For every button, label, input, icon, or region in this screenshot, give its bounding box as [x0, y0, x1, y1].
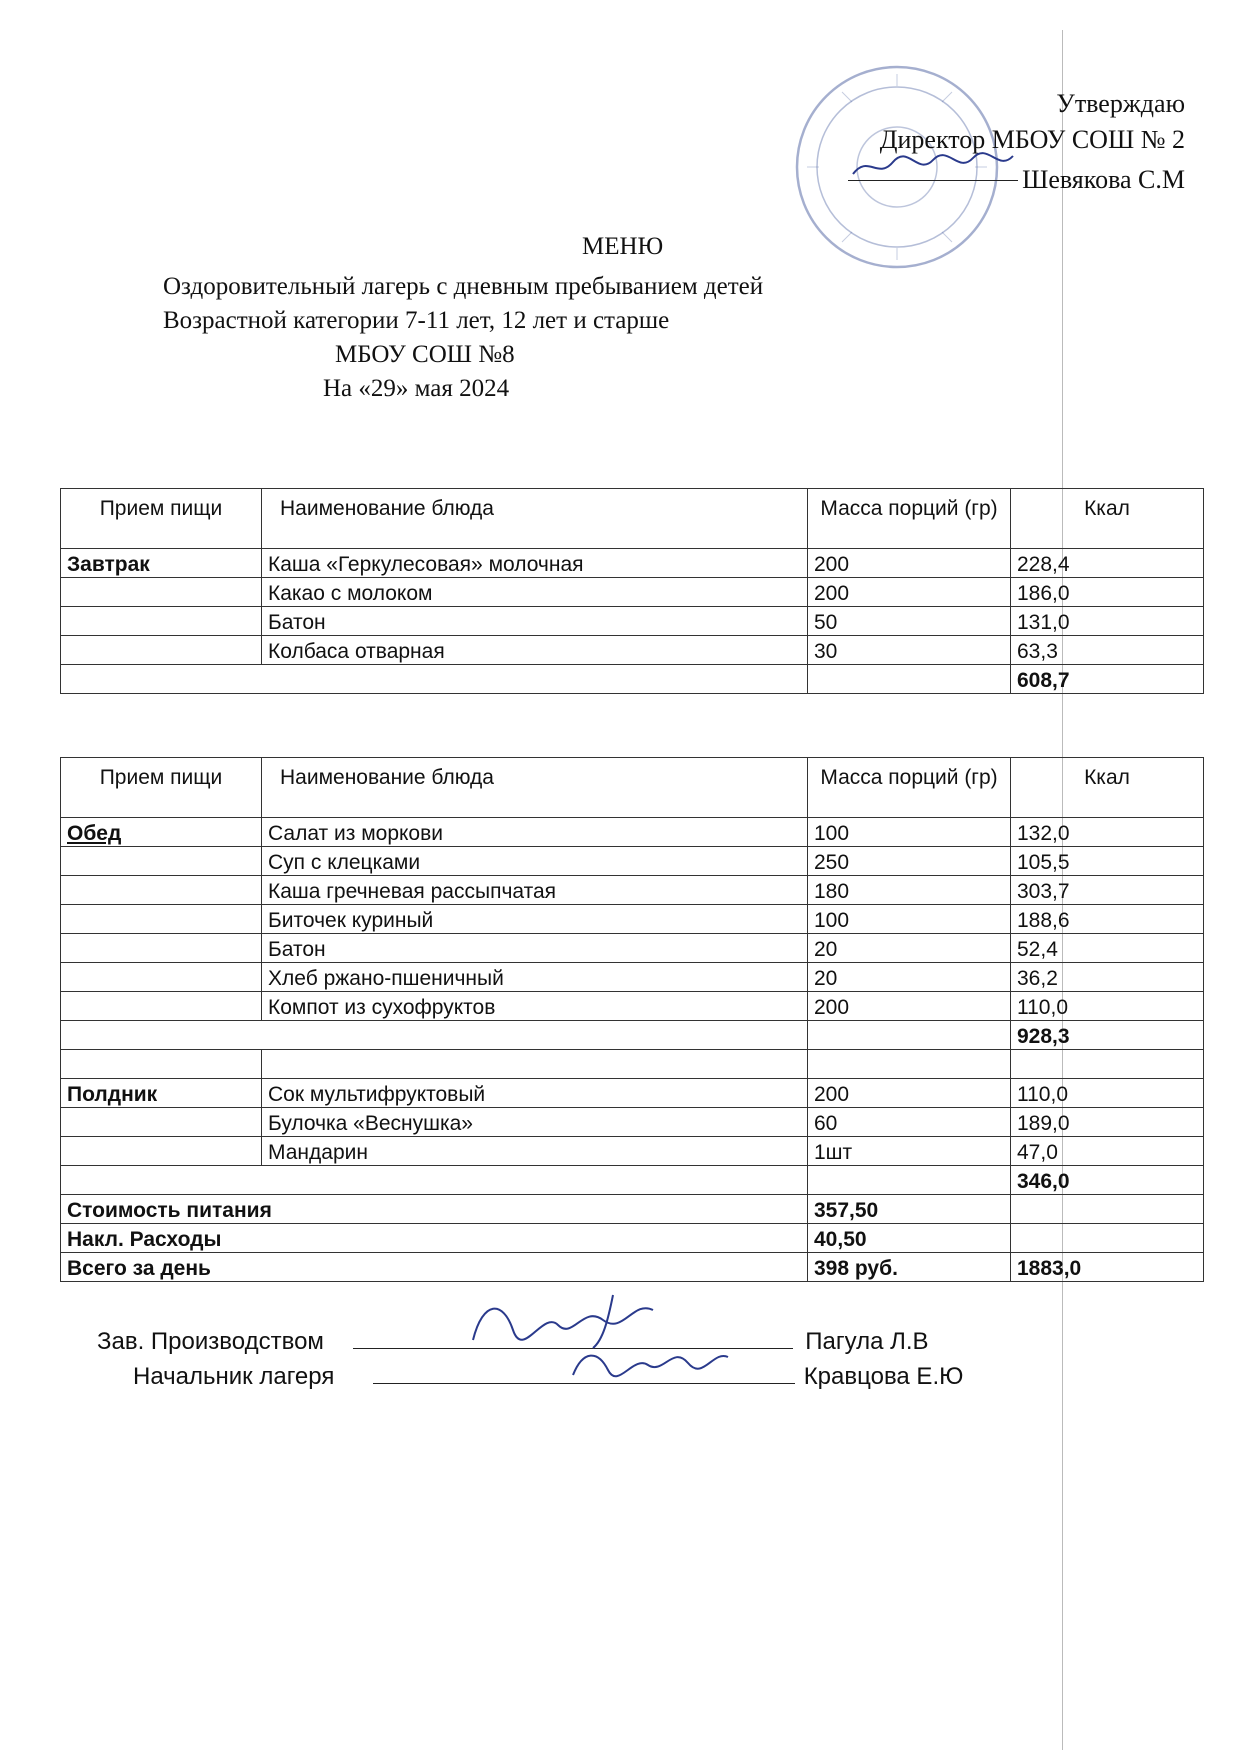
header-kcal: Ккал: [1011, 758, 1204, 818]
day-total-label: Всего за день: [61, 1253, 808, 1282]
empty-row: [61, 1050, 1204, 1079]
table-row: [61, 847, 1204, 876]
mass-cell: 200: [808, 992, 1011, 1021]
overhead-label: Накл. Расходы: [61, 1224, 808, 1253]
header-dish: Наименование блюда: [262, 758, 808, 818]
mass-cell: 100: [808, 818, 1011, 847]
table-header-row: [61, 758, 1204, 818]
dish-cell: Каша гречневая рассыпчатая: [262, 876, 808, 905]
menu-date: На «29» мая 2024: [323, 375, 510, 402]
subtotal-row: [61, 1166, 1204, 1195]
kcal-cell: 132,0: [1011, 818, 1204, 847]
mass-cell: 50: [808, 607, 1011, 636]
dish-cell: Хлеб ржано-пшеничный: [262, 963, 808, 992]
meal-label: [61, 992, 262, 1021]
mass-cell: 20: [808, 934, 1011, 963]
cost-value: 357,50: [808, 1195, 1011, 1224]
camp-name: Кравцова Е.Ю: [803, 1363, 964, 1390]
summary-row: [61, 1195, 1204, 1224]
table-row: [61, 992, 1204, 1021]
approver-signature: [848, 158, 1018, 181]
header-kcal: Ккал: [1011, 489, 1204, 549]
summary-row: [61, 1253, 1204, 1282]
table-header-row: [61, 489, 1204, 549]
kcal-cell: 228,4: [1011, 549, 1204, 578]
dish-cell: Какао с молоком: [262, 578, 808, 607]
overhead-value: 40,50: [808, 1224, 1011, 1253]
table-row: [61, 963, 1204, 992]
lunch-total-kcal: 928,3: [1011, 1021, 1204, 1050]
header-meal: Прием пищи: [61, 758, 262, 818]
subtotal-label: [61, 665, 808, 694]
subtotal-mass: [808, 1166, 1011, 1195]
empty-cell: [1011, 1195, 1204, 1224]
table-row: [61, 876, 1204, 905]
kcal-cell: 63,3: [1011, 636, 1204, 665]
meal-label: Полдник: [61, 1079, 262, 1108]
menu-heading: МЕНЮ: [582, 233, 664, 260]
meal-label: [61, 905, 262, 934]
meal-label: [61, 876, 262, 905]
empty-cell: [262, 1050, 808, 1079]
dish-cell: Биточек куриный: [262, 905, 808, 934]
day-total-kcal: 1883,0: [1011, 1253, 1204, 1282]
subtotal-row: [61, 1021, 1204, 1050]
empty-cell: [61, 1050, 262, 1079]
subtotal-label: [61, 1166, 808, 1195]
dish-cell: Каша «Геркулесовая» молочная: [262, 549, 808, 578]
camp-signature-row: [133, 1363, 963, 1391]
kcal-cell: 110,0: [1011, 1079, 1204, 1108]
dish-cell: Батон: [262, 607, 808, 636]
table-row: [61, 905, 1204, 934]
kcal-cell: 52,4: [1011, 934, 1204, 963]
subtotal-mass: [808, 665, 1011, 694]
header-dish: Наименование блюда: [262, 489, 808, 549]
approval-label: Утверждаю: [1056, 89, 1185, 118]
camp-name: Оздоровительный лагерь с дневным пребыванием детей: [163, 273, 764, 300]
dish-cell: Сок мультифруктовый: [262, 1079, 808, 1108]
table-row: [61, 818, 1204, 847]
meal-label: [61, 1137, 262, 1166]
subtotal-label: [61, 1021, 808, 1050]
meal-label: [61, 934, 262, 963]
cost-label: Стоимость питания: [61, 1195, 808, 1224]
meal-label: Завтрак: [61, 549, 262, 578]
mass-cell: 200: [808, 549, 1011, 578]
kcal-cell: 188,6: [1011, 905, 1204, 934]
mass-cell: 1шт: [808, 1137, 1011, 1166]
dish-cell: Мандарин: [262, 1137, 808, 1166]
kcal-cell: 36,2: [1011, 963, 1204, 992]
meal-label: [61, 847, 262, 876]
school-name: МБОУ СОШ №8: [335, 341, 515, 368]
empty-cell: [1011, 1050, 1204, 1079]
mass-cell: 30: [808, 636, 1011, 665]
breakfast-table: [60, 488, 1204, 694]
meal-label: Обед: [61, 818, 262, 847]
approver-position: Директор МБОУ СОШ № 2: [879, 125, 1185, 154]
meal-label: [61, 963, 262, 992]
dish-cell: Компот из сухофруктов: [262, 992, 808, 1021]
lunch-table: [60, 757, 1204, 1282]
header-mass: Масса порций (гр): [808, 758, 1011, 818]
kcal-cell: 105,5: [1011, 847, 1204, 876]
mass-cell: 200: [808, 1079, 1011, 1108]
mass-cell: 250: [808, 847, 1011, 876]
meal-label: [61, 636, 262, 665]
approval-block: [848, 86, 1185, 198]
empty-cell: [1011, 1224, 1204, 1253]
meal-label: [61, 607, 262, 636]
dish-cell: Батон: [262, 934, 808, 963]
table-row: [61, 607, 1204, 636]
table-row: [61, 636, 1204, 665]
summary-row: [61, 1224, 1204, 1253]
kcal-cell: 131,0: [1011, 607, 1204, 636]
kcal-cell: 186,0: [1011, 578, 1204, 607]
meal-label: [61, 578, 262, 607]
meal-label: [61, 1108, 262, 1137]
production-name: Пагула Л.В: [805, 1328, 929, 1355]
camp-signature: [373, 1363, 795, 1384]
table-row: [61, 549, 1204, 578]
production-title: Зав. Производством: [97, 1328, 324, 1355]
age-category: Возрастной категории 7-11 лет, 12 лет и старше: [163, 307, 670, 334]
approver-signature-line: [848, 158, 1185, 198]
table-row: [61, 1079, 1204, 1108]
subtotal-mass: [808, 1021, 1011, 1050]
kcal-cell: 189,0: [1011, 1108, 1204, 1137]
day-total-cost: 398 руб.: [808, 1253, 1011, 1282]
kcal-cell: 303,7: [1011, 876, 1204, 905]
table-row: [61, 1137, 1204, 1166]
subtotal-row: [61, 665, 1204, 694]
table-row: [61, 1108, 1204, 1137]
approver-name: Шевякова С.М: [1022, 165, 1185, 194]
mass-cell: 20: [808, 963, 1011, 992]
table-row: [61, 578, 1204, 607]
dish-cell: Салат из моркови: [262, 818, 808, 847]
snack-total-kcal: 346,0: [1011, 1166, 1204, 1195]
mass-cell: 60: [808, 1108, 1011, 1137]
breakfast-total-kcal: 608,7: [1011, 665, 1204, 694]
production-signature-row: [97, 1328, 929, 1356]
header-mass: Масса порций (гр): [808, 489, 1011, 549]
mass-cell: 180: [808, 876, 1011, 905]
table-row: [61, 934, 1204, 963]
mass-cell: 200: [808, 578, 1011, 607]
mass-cell: 100: [808, 905, 1011, 934]
empty-cell: [808, 1050, 1011, 1079]
kcal-cell: 110,0: [1011, 992, 1204, 1021]
dish-cell: Колбаса отварная: [262, 636, 808, 665]
dish-cell: Булочка «Веснушка»: [262, 1108, 808, 1137]
kcal-cell: 47,0: [1011, 1137, 1204, 1166]
dish-cell: Суп с клецками: [262, 847, 808, 876]
header-meal: Прием пищи: [61, 489, 262, 549]
camp-title: Начальник лагеря: [133, 1363, 335, 1390]
